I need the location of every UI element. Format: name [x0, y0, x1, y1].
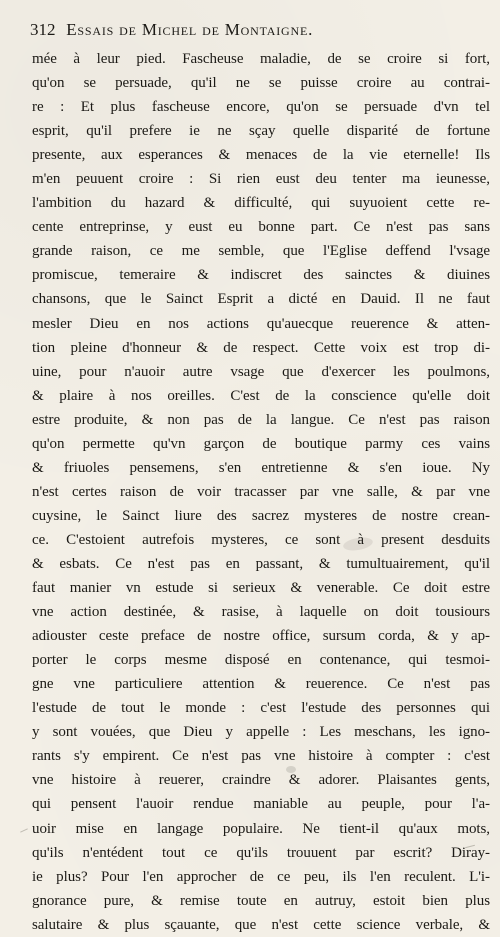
text-line-21: ce. C'estoient autrefois mysteres, ce sont à present desduits	[32, 531, 490, 548]
text-line-2: qu'on se persuade, qu'il ne se puisse croire au contrai-	[32, 75, 490, 92]
text-line-17: qu'on permette qu'vn garçon de boutique parmy ces vains	[32, 435, 490, 452]
text-line-20: cuysine, le Sainct liure des sacrez mysteres de nostre crean-	[32, 507, 490, 524]
text-line-16: estre produite, & non pas de la langue. Ce n'est pas raison	[32, 411, 490, 428]
text-line-25: adiouster ceste preface de nostre office, sursum corda, & y ap-	[32, 628, 490, 645]
page-header	[30, 18, 485, 42]
text-line-13: tion pleine d'honneur & de respect. Cette voix est trop di-	[32, 339, 490, 356]
text-line-27: gne vne particuliere attention & reuerence. Ce n'est pas	[32, 676, 490, 693]
text-line-9: grande raison, ce me semble, que l'Eglise deffend l'vsage	[32, 243, 490, 260]
text-line-28: l'estude de tout le monde : c'est l'estude des personnes qui	[32, 700, 490, 717]
text-line-18: & friuoles pensemens, s'en entretienne & s'en ioue. Ny	[32, 459, 490, 476]
text-line-31: vne histoire à reuerer, craindre & adorer. Plaisantes gents,	[32, 772, 490, 789]
text-line-6: m'en peuuent croire : Si rien eust deu tenter ma ieunesse,	[32, 171, 490, 188]
text-line-12: mesler Dieu en nos actions qu'auecque reuerence & atten-	[32, 315, 490, 332]
text-line-26: porter le corps mesme disposé en contenance, qui tesmoi-	[32, 652, 490, 669]
text-line-15: & plaire à nos oreilles. C'est de la conscience qu'elle doit	[32, 387, 490, 404]
text-line-19: n'est certes raison de voir tracasser par vne salle, & par vne	[32, 483, 490, 500]
paper-mark	[20, 828, 28, 832]
text-line-36: gnorance pure, & remise toute en autruy, estoit bien plus	[32, 892, 490, 909]
text-line-5: presente, aux esperances & menaces de la vie eternelle! Ils	[32, 147, 490, 164]
text-line-29: y sont vouées, que Dieu y appelle : Les meschans, les igno-	[32, 724, 490, 741]
text-line-4: esprit, qu'il prefere ie ne sçay quelle disparité de fortune	[32, 123, 490, 140]
text-line-37: salutaire & plus sçauante, que n'est cette science verbale, &	[32, 916, 490, 933]
text-line-22: & esbats. Ce n'est pas en passant, & tumultuairement, qu'il	[32, 555, 490, 572]
text-line-23: faut manier vn estude si serieux & venerable. Ce doit estre	[32, 580, 490, 597]
text-line-10: promiscue, temeraire & indiscret des sainctes & diuines	[32, 267, 490, 284]
text-line-33: uoir mise en langage populaire. Ne tient-il qu'aux mots,	[32, 820, 490, 837]
page-number: 312	[30, 20, 56, 39]
text-line-32: qui pensent l'auoir rendue maniable au peuple, pour l'a-	[32, 796, 490, 813]
body-text	[32, 47, 490, 933]
text-line-24: vne action destinée, & rasise, à laquelle on doit tousiours	[32, 604, 490, 621]
text-line-1: mée à leur pied. Fascheuse maladie, de se croire si fort,	[32, 51, 490, 67]
running-head: Essais de Michel de Montaigne.	[66, 20, 314, 39]
text-line-35: ie plus? Pour l'en approcher de ce peu, ils l'en reculent. L'i-	[32, 868, 490, 885]
text-line-30: rants s'y empirent. Ce n'est pas vne histoire à compter : c'est	[32, 748, 490, 765]
text-line-14: uine, pour n'auoir autre vsage que d'exercer les poulmons,	[32, 363, 490, 380]
text-line-8: cente entreprinse, y eust eu bonne part. Ce n'est pas sans	[32, 219, 490, 236]
text-line-7: l'ambition du hazard & difficulté, qui suyuoient cette re-	[32, 195, 490, 212]
text-line-11: chansons, que le Sainct Esprit a dicté en Dauid. Il ne faut	[32, 291, 490, 308]
text-line-34: qu'ils n'entédent tout ce qu'ils trouuent par escrit? Diray-	[32, 844, 490, 861]
text-line-3: re : Et plus fascheuse encore, qu'on se persuade d'vn tel	[32, 99, 490, 116]
